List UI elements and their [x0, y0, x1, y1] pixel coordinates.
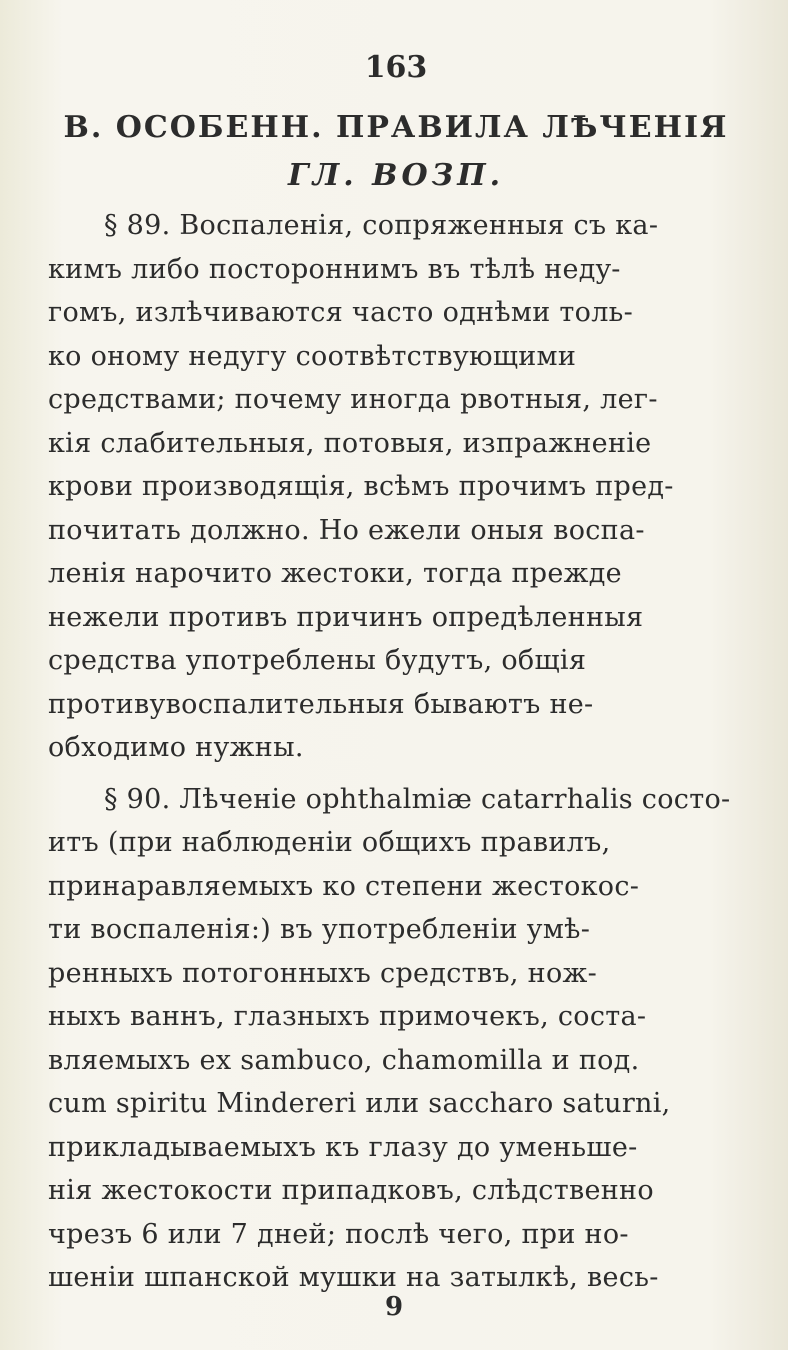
text-line: cum spiritu Mindereri или saccharo saturni, [48, 1088, 671, 1119]
text-line: ленія нарочито жестоки, тогда прежде [48, 558, 622, 589]
text-line: ренныхъ потогонныхъ средствъ, нож- [48, 957, 598, 989]
text-line: обходимо нужны. [48, 732, 304, 763]
text-line: ныхъ ваннъ, глазныхъ примочекъ, соста- [48, 1001, 647, 1032]
paragraph-90 [48, 778, 744, 1300]
text-line: итъ (при наблюденіи общихъ правилъ, [48, 827, 611, 858]
text-line: чрезъ 6 или 7 дней; послѣ чего, при но- [48, 1218, 629, 1250]
signature-mark: 9 [384, 1292, 404, 1322]
text-line: § 89. Воспаленія, сопряженныя съ ка- [104, 210, 659, 241]
text-line: средствами; почему иногда рвотныя, лег- [48, 384, 658, 415]
text-line: нія жестокости припадковъ, слѣдственно [48, 1175, 654, 1206]
text-line: кія слабительныя, потовыя, изпражненіе [48, 427, 652, 459]
text-line: ти воспаленія:) въ употребленіи умѣ- [48, 914, 591, 945]
text-line: гомъ, излѣчиваются часто однѣми толь- [48, 297, 634, 328]
text-line: ко оному недугу соотвѣтствующими [48, 340, 577, 372]
text-line: принаравляемыхъ ко степени жестокос- [48, 870, 640, 902]
text-line: крови производящія, всѣмъ прочимъ пред- [48, 471, 674, 502]
section-heading: B. ОСОБЕНН. ПРАВИЛА ЛѢЧЕНІЯ [63, 110, 729, 145]
text-line: почитать должно. Но ежели оныя воспа- [48, 514, 645, 546]
page-number: 163 [364, 50, 428, 85]
text-line: шеніи шпанской мушки на затылкѣ, весь- [48, 1262, 659, 1293]
text-line: § 90. Лѣченіе ophthalmiæ catarrhalis состо- [104, 783, 731, 815]
text-line: вляемыхъ ex sambuco, chamomilla и под. [48, 1044, 640, 1076]
paragraph-89 [48, 204, 744, 770]
section-subheading: ГЛ. ВОЗП. [287, 158, 505, 193]
text-line: прикладываемыхъ къ глазу до уменьше- [48, 1131, 638, 1163]
text-line: противувоспалительныя бываютъ не- [48, 688, 594, 720]
text-line: нежели противъ причинъ опредѣленныя [48, 601, 644, 633]
text-line: кимъ либо постороннимъ въ тѣлѣ недy- [48, 253, 621, 285]
text-line: средства употреблены будутъ, общія [48, 645, 587, 676]
